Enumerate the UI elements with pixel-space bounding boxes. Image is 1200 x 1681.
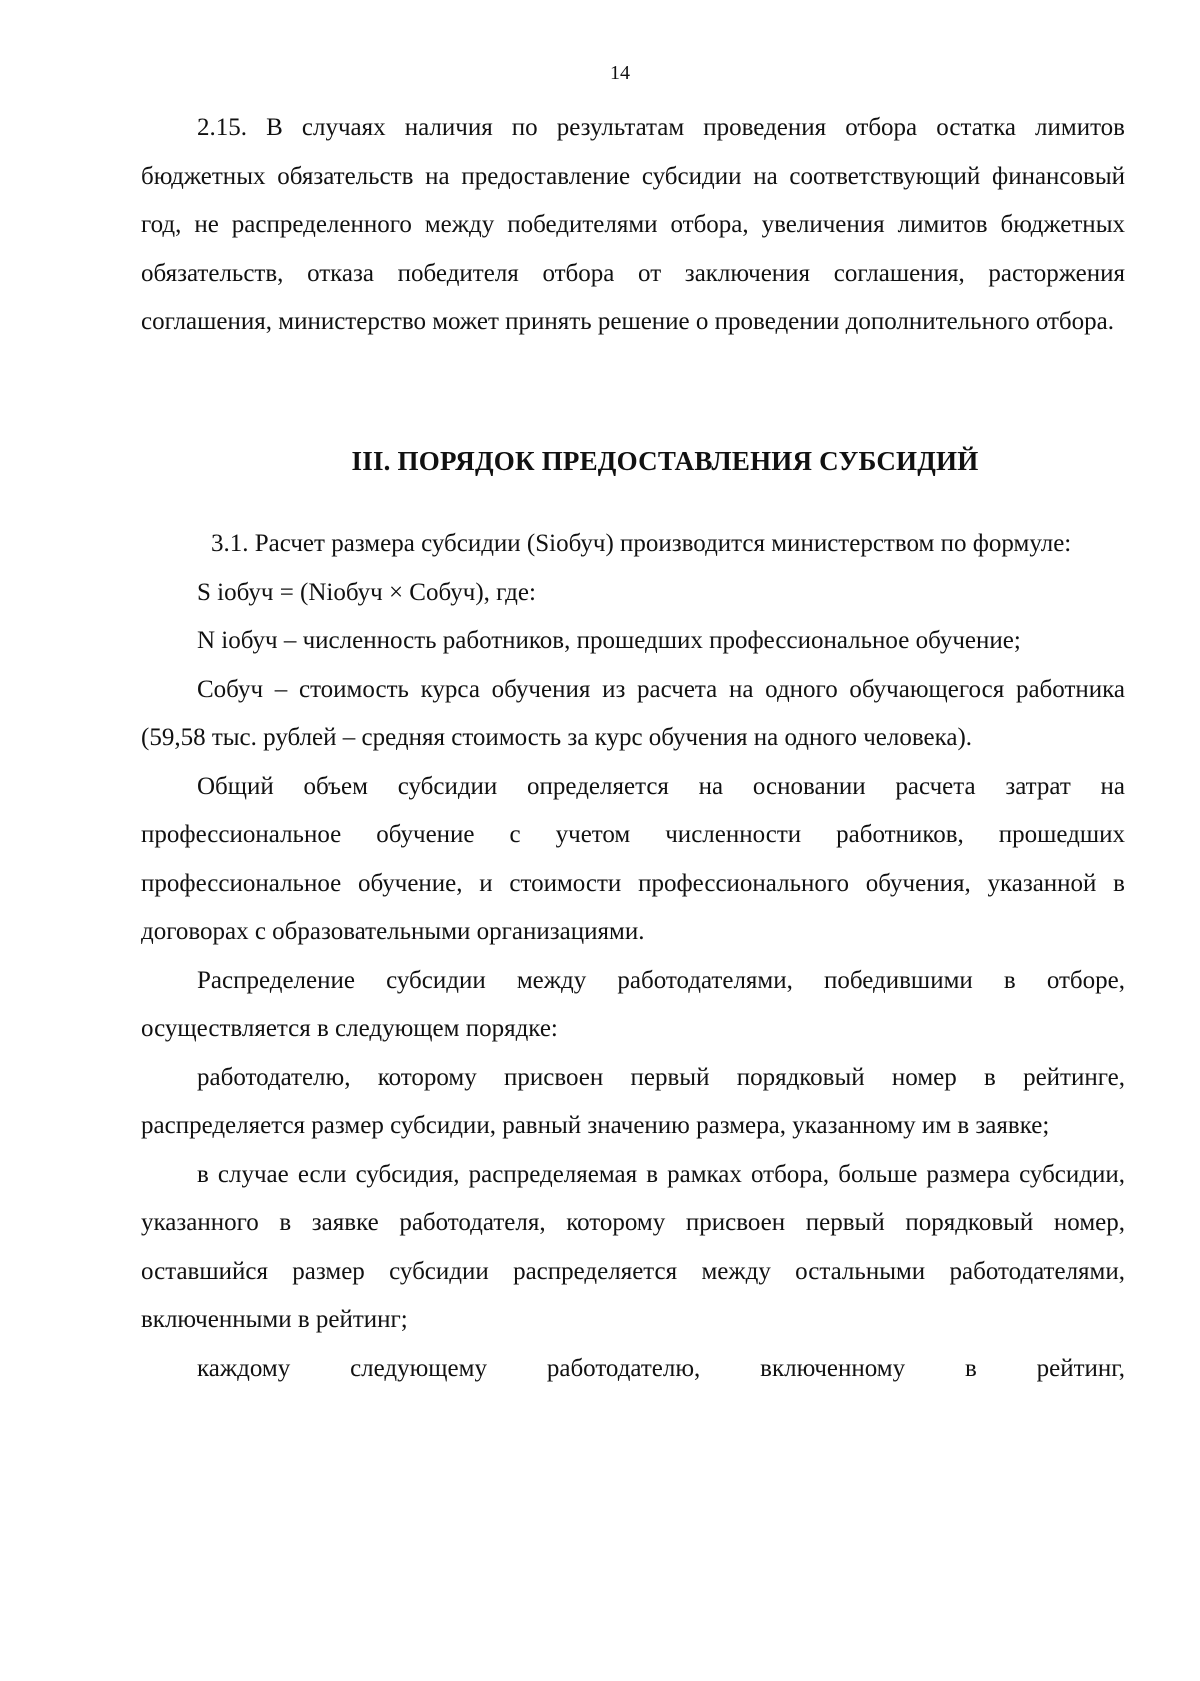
paragraph-if-larger: в случае если субсидия, распределяемая в рамках отбора, больше размера субсидии, указанного в заявке работодателя, которому присвоен первый порядковый номер, оставшийся размер субсидии распределяется между остальными работодателями, включенными в рейтинг; bbox=[141, 1160, 1125, 1333]
paragraph-2-15: 2.15. В случаях наличия по результатам проведения отбора остатка лимитов бюджетных обязательств на предоставление субсидии на соответствующий финансовый год, не распределенного между победителями отбора, увеличения лимитов бюджетных обязательств, отказа победителя отбора от заключения соглашения, расторжения соглашения, министерство может принять решение о проведении дополнительного отбора. bbox=[141, 114, 1125, 335]
section-3-body bbox=[141, 520, 1125, 1393]
formula: S iобуч = (Niобуч × Cобуч), где: bbox=[197, 578, 536, 606]
definition-n: N iобуч – численность работников, прошедших профессиональное обучение; bbox=[197, 627, 1021, 654]
paragraph-3-1: 3.1. Расчет размера субсидии (Siобуч) производится министерством по формуле: bbox=[211, 530, 1072, 557]
page-number: 14 bbox=[610, 62, 630, 84]
definition-c: Cобуч – стоимость курса обучения из расчета на одного обучающегося работника (59,58 тыс. рублей – средняя стоимость за курс обучения на одного человека). bbox=[141, 675, 1125, 751]
section-heading: III. ПОРЯДОК ПРЕДОСТАВЛЕНИЯ СУБСИДИЙ bbox=[351, 446, 979, 476]
paragraph-total-volume: Общий объем субсидии определяется на основании расчета затрат на профессиональное обучение с учетом численности работников, прошедших профессиональное обучение, и стоимости профессионального обучения, указанной в договорах с образовательными организациями. bbox=[141, 772, 1125, 945]
paragraph-first-employer: работодателю, которому присвоен первый порядковый номер в рейтинге, распределяется размер субсидии, равный значению размера, указанному им в заявке; bbox=[141, 1063, 1125, 1139]
paragraph-each-next: каждому следующему работодателю, включенному в рейтинг, bbox=[197, 1354, 1125, 1382]
paragraph-distribution: Распределение субсидии между работодателями, победившими в отборе, осуществляется в следующем порядке: bbox=[141, 966, 1125, 1042]
paragraph-2-15-block bbox=[141, 104, 1125, 347]
